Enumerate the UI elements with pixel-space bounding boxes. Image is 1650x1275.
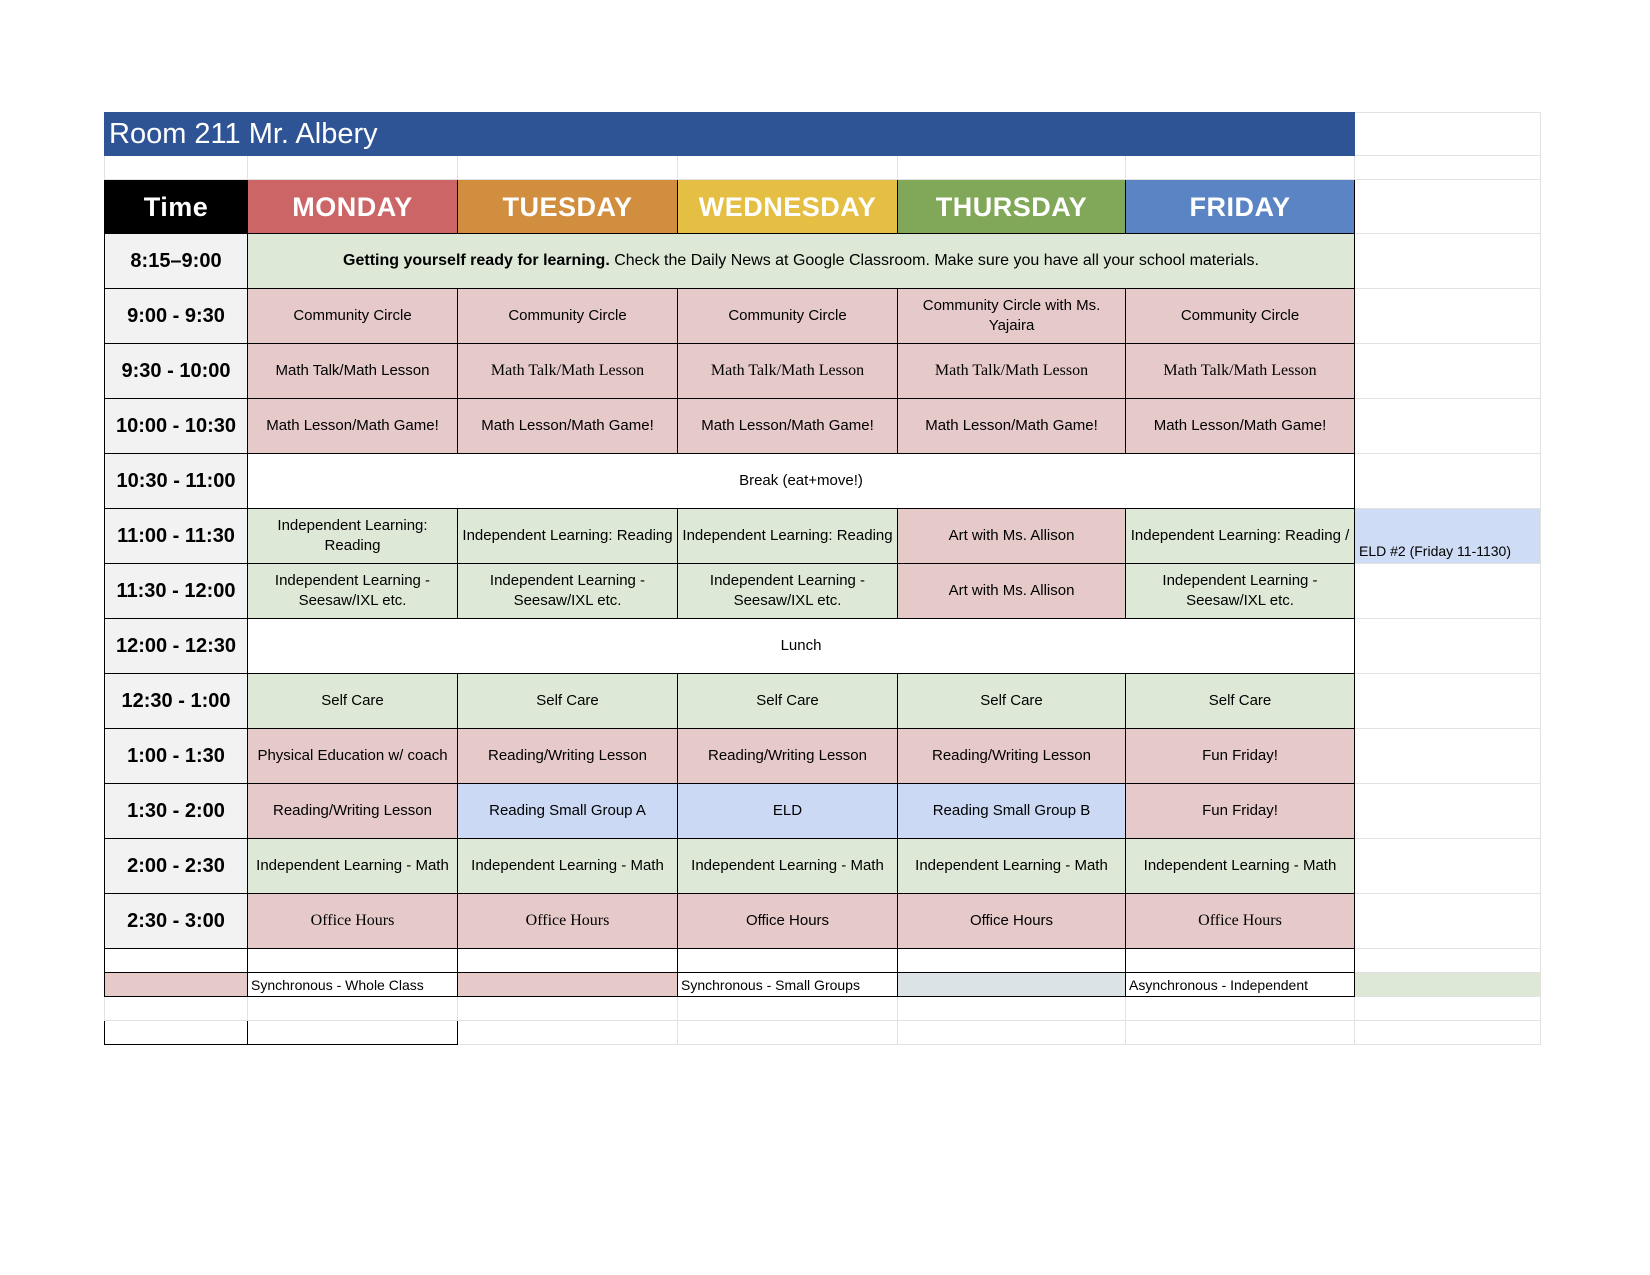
time-cell[interactable]: 11:30 - 12:00 xyxy=(105,564,248,619)
monday-cell[interactable]: Office Hours xyxy=(248,894,458,949)
tuesday-cell[interactable]: Self Care xyxy=(458,674,678,729)
empty-cell[interactable] xyxy=(1126,156,1355,180)
spacer-row xyxy=(105,156,1541,180)
slot-row-1000 xyxy=(105,399,1541,454)
header-monday[interactable]: MONDAY xyxy=(248,180,458,234)
lunch-cell[interactable]: Lunch xyxy=(248,619,1355,674)
empty-cell[interactable] xyxy=(898,949,1126,973)
monday-cell[interactable]: Physical Education w/ coach xyxy=(248,729,458,784)
empty-cell[interactable] xyxy=(458,997,678,1021)
header-time[interactable]: Time xyxy=(105,180,248,234)
schedule-sheet xyxy=(104,112,1541,1045)
empty-cell[interactable] xyxy=(678,156,898,180)
thursday-cell[interactable]: Reading/Writing Lesson xyxy=(898,729,1126,784)
time-cell[interactable]: 12:00 - 12:30 xyxy=(105,619,248,674)
wednesday-cell[interactable]: Self Care xyxy=(678,674,898,729)
empty-cell[interactable] xyxy=(1355,674,1541,729)
empty-cell[interactable] xyxy=(458,156,678,180)
morning-note-bold: Getting yourself ready for learning. xyxy=(343,252,610,269)
eld-side-note[interactable]: ELD #2 (Friday 11-1130) xyxy=(1355,509,1541,564)
empty-cell[interactable] xyxy=(1355,180,1541,234)
empty-cell[interactable] xyxy=(1355,344,1541,399)
empty-cell[interactable] xyxy=(1355,949,1541,973)
slot-row-930 xyxy=(105,344,1541,399)
legend-label-independent[interactable]: Asynchronous - Independent xyxy=(1126,973,1355,997)
time-cell[interactable]: 10:00 - 10:30 xyxy=(105,399,248,454)
header-row xyxy=(105,180,1541,234)
tuesday-cell[interactable]: Independent Learning - Math xyxy=(458,839,678,894)
empty-row xyxy=(105,949,1541,973)
thursday-cell[interactable]: Art with Ms. Allison xyxy=(898,564,1126,619)
slot-row-1030 xyxy=(105,454,1541,509)
empty-cell[interactable] xyxy=(1355,894,1541,949)
friday-cell[interactable]: Math Talk/Math Lesson xyxy=(1126,344,1355,399)
empty-cell[interactable] xyxy=(105,1021,248,1045)
empty-cell[interactable] xyxy=(105,997,248,1021)
morning-note-text: Check the Daily News at Google Classroom. Make sure you have all your school materials. xyxy=(609,252,1259,269)
wednesday-cell[interactable]: Independent Learning - Seesaw/IXL etc. xyxy=(678,564,898,619)
tuesday-cell[interactable]: Office Hours xyxy=(458,894,678,949)
time-cell[interactable]: 2:00 - 2:30 xyxy=(105,839,248,894)
time-cell[interactable]: 9:30 - 10:00 xyxy=(105,344,248,399)
tuesday-cell[interactable]: Independent Learning: Reading xyxy=(458,509,678,564)
thursday-cell[interactable]: Community Circle with Ms. Yajaira xyxy=(898,289,1126,344)
slot-row-815 xyxy=(105,234,1541,289)
friday-cell[interactable]: Independent Learning - Math xyxy=(1126,839,1355,894)
slot-row-130 xyxy=(105,784,1541,839)
empty-cell[interactable] xyxy=(678,949,898,973)
slot-row-1100 xyxy=(105,509,1541,564)
thursday-cell[interactable]: Math Talk/Math Lesson xyxy=(898,344,1126,399)
morning-note-cell[interactable] xyxy=(248,234,1355,289)
thursday-cell[interactable]: Art with Ms. Allison xyxy=(898,509,1126,564)
wednesday-cell[interactable]: Independent Learning: Reading xyxy=(678,509,898,564)
empty-cell[interactable] xyxy=(1355,784,1541,839)
legend-label-whole-class[interactable]: Synchronous - Whole Class xyxy=(248,973,458,997)
wednesday-cell[interactable]: Math Talk/Math Lesson xyxy=(678,344,898,399)
empty-cell[interactable] xyxy=(1355,1021,1541,1045)
empty-cell[interactable] xyxy=(1355,454,1541,509)
friday-cell[interactable]: Independent Learning - Seesaw/IXL etc. xyxy=(1126,564,1355,619)
friday-cell[interactable]: Self Care xyxy=(1126,674,1355,729)
time-cell[interactable]: 1:00 - 1:30 xyxy=(105,729,248,784)
empty-cell[interactable] xyxy=(898,997,1126,1021)
slot-row-230 xyxy=(105,894,1541,949)
friday-cell[interactable]: Fun Friday! xyxy=(1126,729,1355,784)
tuesday-cell[interactable]: Math Lesson/Math Game! xyxy=(458,399,678,454)
wednesday-cell[interactable]: Community Circle xyxy=(678,289,898,344)
time-cell[interactable]: 10:30 - 11:00 xyxy=(105,454,248,509)
monday-cell[interactable]: Independent Learning: Reading xyxy=(248,509,458,564)
wednesday-cell[interactable]: ELD xyxy=(678,784,898,839)
friday-cell[interactable]: Office Hours xyxy=(1126,894,1355,949)
wednesday-cell[interactable]: Office Hours xyxy=(678,894,898,949)
slot-row-200 xyxy=(105,839,1541,894)
legend-swatch-whole-class-2[interactable] xyxy=(458,973,678,997)
slot-row-100 xyxy=(105,729,1541,784)
thursday-cell[interactable]: Office Hours xyxy=(898,894,1126,949)
empty-cell[interactable] xyxy=(248,156,458,180)
title-row xyxy=(105,113,1541,156)
spacer-row xyxy=(105,997,1541,1021)
empty-cell[interactable] xyxy=(458,1021,678,1045)
empty-cell[interactable] xyxy=(1355,399,1541,454)
empty-cell[interactable] xyxy=(1355,839,1541,894)
empty-cell[interactable] xyxy=(105,949,248,973)
time-cell[interactable]: 9:00 - 9:30 xyxy=(105,289,248,344)
monday-cell[interactable]: Independent Learning - Math xyxy=(248,839,458,894)
time-cell[interactable]: 8:15–9:00 xyxy=(105,234,248,289)
empty-cell[interactable] xyxy=(1126,949,1355,973)
wednesday-cell[interactable]: Math Lesson/Math Game! xyxy=(678,399,898,454)
wednesday-cell[interactable]: Independent Learning - Math xyxy=(678,839,898,894)
tuesday-cell[interactable]: Reading Small Group A xyxy=(458,784,678,839)
empty-cell[interactable] xyxy=(248,949,458,973)
slot-row-1130 xyxy=(105,564,1541,619)
thursday-cell[interactable]: Self Care xyxy=(898,674,1126,729)
friday-cell[interactable]: Math Lesson/Math Game! xyxy=(1126,399,1355,454)
time-cell[interactable]: 11:00 - 11:30 xyxy=(105,509,248,564)
thursday-cell[interactable]: Reading Small Group B xyxy=(898,784,1126,839)
empty-cell[interactable] xyxy=(678,997,898,1021)
tuesday-cell[interactable]: Reading/Writing Lesson xyxy=(458,729,678,784)
legend-row xyxy=(105,973,1541,997)
empty-cell[interactable] xyxy=(1355,113,1541,156)
slot-row-1200 xyxy=(105,619,1541,674)
monday-cell[interactable]: Independent Learning - Seesaw/IXL etc. xyxy=(248,564,458,619)
monday-cell[interactable]: Self Care xyxy=(248,674,458,729)
slot-row-900 xyxy=(105,289,1541,344)
empty-cell[interactable] xyxy=(1355,234,1541,289)
empty-cell[interactable] xyxy=(1355,289,1541,344)
empty-cell[interactable] xyxy=(1355,729,1541,784)
thursday-cell[interactable]: Math Lesson/Math Game! xyxy=(898,399,1126,454)
header-friday[interactable]: FRIDAY xyxy=(1126,180,1355,234)
empty-cell[interactable] xyxy=(1126,1021,1355,1045)
empty-cell[interactable] xyxy=(105,156,248,180)
header-wednesday[interactable]: WEDNESDAY xyxy=(678,180,898,234)
thursday-cell[interactable]: Independent Learning - Math xyxy=(898,839,1126,894)
empty-cell[interactable] xyxy=(248,997,458,1021)
monday-cell[interactable]: Math Lesson/Math Game! xyxy=(248,399,458,454)
legend-swatch-whole-class[interactable] xyxy=(105,973,248,997)
page-title[interactable]: Room 211 Mr. Albery xyxy=(105,113,1355,156)
legend-swatch-independent[interactable] xyxy=(1355,973,1541,997)
monday-cell[interactable]: Community Circle xyxy=(248,289,458,344)
tuesday-cell[interactable]: Independent Learning - Seesaw/IXL etc. xyxy=(458,564,678,619)
slot-row-1230 xyxy=(105,674,1541,729)
empty-cell[interactable] xyxy=(248,1021,458,1045)
monday-cell[interactable]: Reading/Writing Lesson xyxy=(248,784,458,839)
empty-cell[interactable] xyxy=(1355,997,1541,1021)
header-tuesday[interactable]: TUESDAY xyxy=(458,180,678,234)
monday-cell[interactable]: Math Talk/Math Lesson xyxy=(248,344,458,399)
empty-cell[interactable] xyxy=(678,1021,898,1045)
legend-label-small-groups[interactable]: Synchronous - Small Groups xyxy=(678,973,898,997)
empty-cell[interactable] xyxy=(1355,156,1541,180)
header-thursday[interactable]: THURSDAY xyxy=(898,180,1126,234)
empty-cell[interactable] xyxy=(898,156,1126,180)
time-cell[interactable]: 2:30 - 3:00 xyxy=(105,894,248,949)
empty-cell[interactable] xyxy=(1355,564,1541,619)
friday-cell[interactable]: Independent Learning: Reading / xyxy=(1126,509,1355,564)
time-cell[interactable]: 12:30 - 1:00 xyxy=(105,674,248,729)
friday-cell[interactable]: Fun Friday! xyxy=(1126,784,1355,839)
break-cell[interactable]: Break (eat+move!) xyxy=(248,454,1355,509)
legend-swatch-small-groups[interactable] xyxy=(898,973,1126,997)
empty-cell[interactable] xyxy=(1355,619,1541,674)
empty-cell[interactable] xyxy=(458,949,678,973)
empty-cell[interactable] xyxy=(1126,997,1355,1021)
tuesday-cell[interactable]: Community Circle xyxy=(458,289,678,344)
friday-cell[interactable]: Community Circle xyxy=(1126,289,1355,344)
wednesday-cell[interactable]: Reading/Writing Lesson xyxy=(678,729,898,784)
tuesday-cell[interactable]: Math Talk/Math Lesson xyxy=(458,344,678,399)
empty-cell[interactable] xyxy=(898,1021,1126,1045)
time-cell[interactable]: 1:30 - 2:00 xyxy=(105,784,248,839)
footer-row xyxy=(105,1021,1541,1045)
